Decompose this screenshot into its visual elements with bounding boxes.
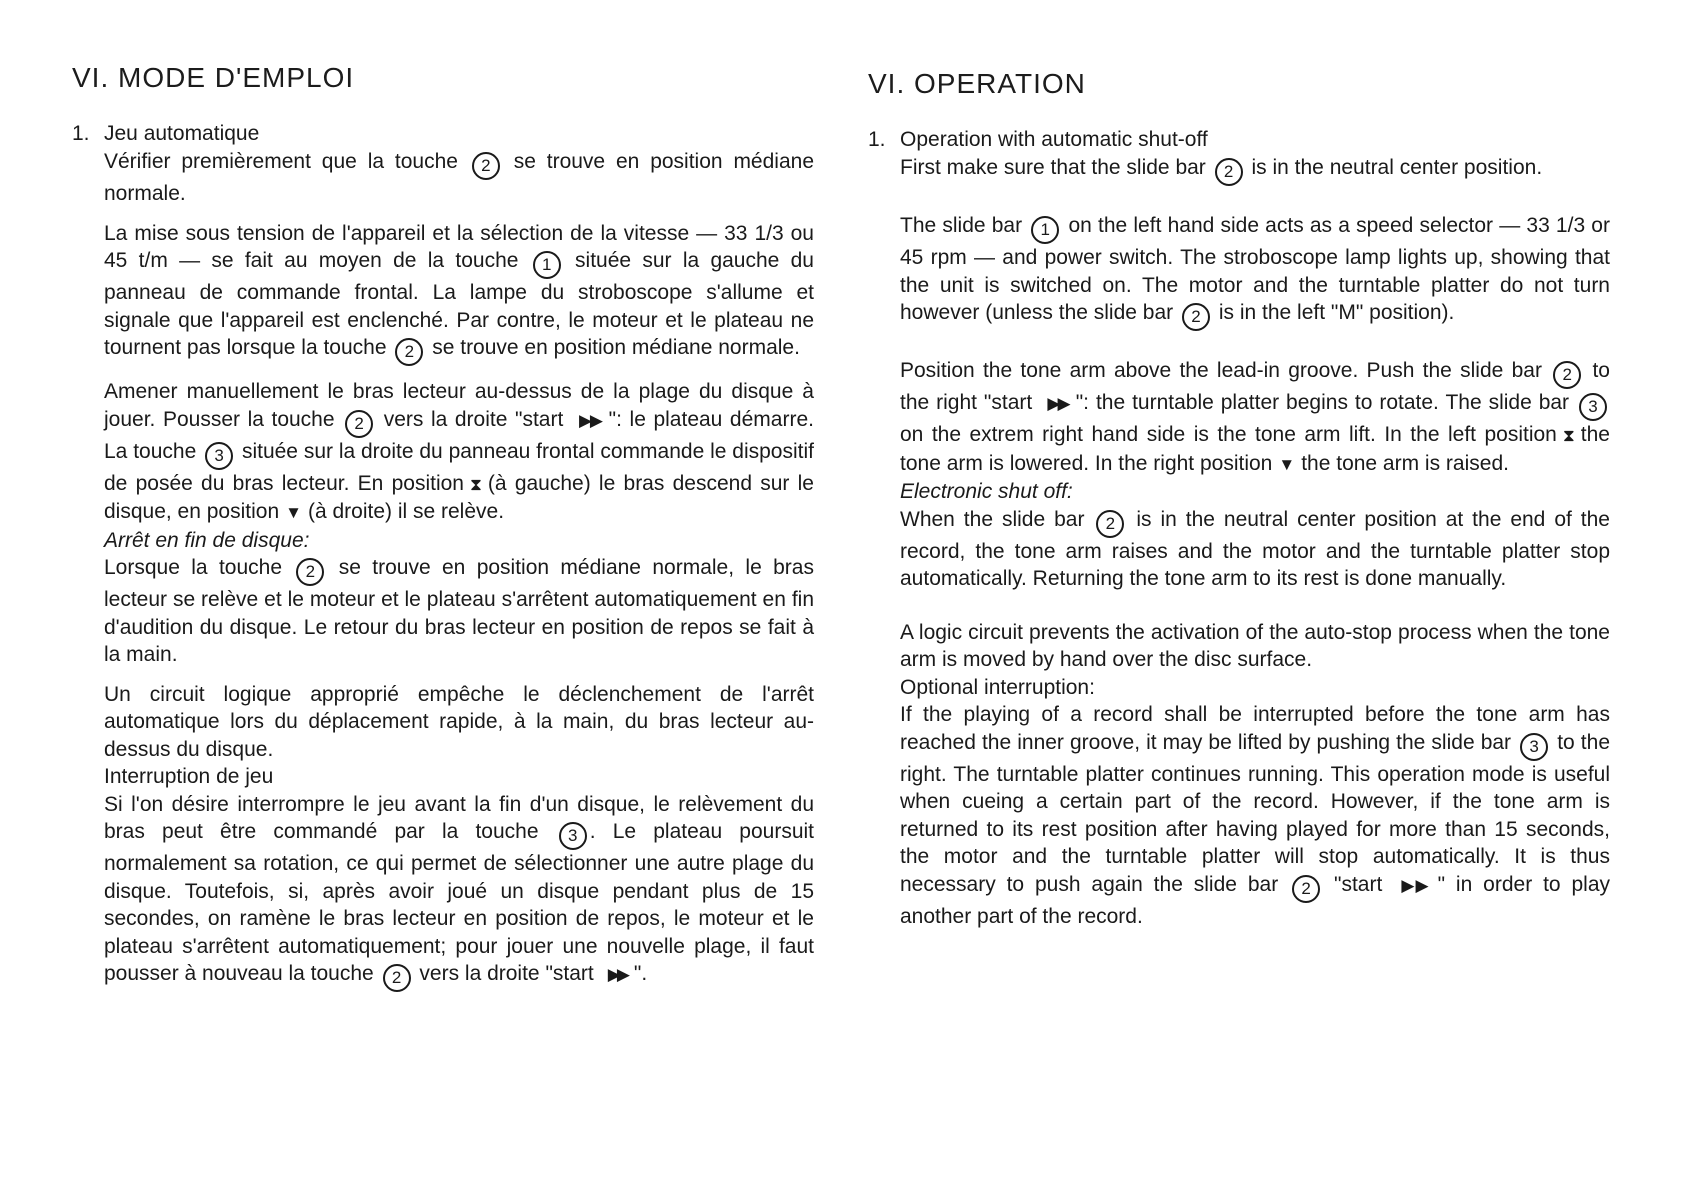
text-run: to the right "start <box>900 359 1610 414</box>
fr-section-title: VI. MODE D'EMPLOI <box>72 62 355 93</box>
en-subheading-shut-off: Electronic shut off: <box>900 480 1073 503</box>
en-paragraph-3 <box>900 357 1610 478</box>
text-run: Amener manuellement le bras lecteur au-dessus de la plage du disque à jouer. Pousser la touche <box>104 380 814 431</box>
fr-subsection-heading <box>72 120 814 148</box>
text-run: Si l'on désire interrompre le jeu avant la fin d'un disque, le relèvement du bras peut être commandé par la touche <box>104 792 814 843</box>
text-run: se trouve en position médiane normale, le bras lecteur se relève et le moteur et le plateau s'arrêtent automatiquement en fin d'audition du disque. Le retour du bras lecteur en position de repos se fait à la main. <box>104 556 814 666</box>
fr-paragraph-1 <box>104 148 814 208</box>
circled-number-2: 2 <box>395 338 423 366</box>
en-paragraph-2 <box>900 212 1610 331</box>
text-run: is in the neutral center position at the end of the record, the tone arm raises and the motor and the turntable platter stop automatically. Returning the tone arm to its rest is done manually. <box>900 507 1610 590</box>
circled-number-1: 1 <box>533 251 561 279</box>
en-subsection-heading <box>868 126 1610 154</box>
en-section-title: VI. OPERATION <box>868 68 1086 99</box>
text-run: . Le plateau poursuit normalement sa rotation, ce qui permet de sélectionner une autre plage du disque. Toutefois, si, après avoir joué un disque pendant plus de 15 secondes, on ramène le bras lecteur en position de repos, le moteur et le plateau s'arrêtent automatiquement; pour jouer une nouvelle plage, il faut pousser à nouveau la touche <box>104 820 814 985</box>
text-run: ": the turntable platter begins to rotate. The slide bar <box>1075 391 1570 414</box>
circled-number-2: 2 <box>472 152 500 180</box>
circled-number-2: 2 <box>1182 303 1210 331</box>
fr-paragraph-6 <box>104 791 814 993</box>
fr-paragraph-5: Un circuit logique approprié empêche le déclenchement de l'arrêt automatique lors du déplacement rapide, à la main, du bras lecteur au-dessus du disque. <box>104 682 814 761</box>
text-run: "start <box>1333 872 1383 896</box>
fr-subsection-number: 1. <box>72 122 90 145</box>
play-arrows-icon: ▶▶ <box>577 410 601 430</box>
text-run: The slide bar <box>900 214 1023 237</box>
en-body <box>900 154 1610 930</box>
fr-subsection-title: Jeu automatique <box>104 122 260 145</box>
text-run: vers la droite "start <box>383 407 564 431</box>
text-run: " in order to play another part of the record. <box>900 872 1610 928</box>
text-run: First make sure that the slide bar <box>900 156 1206 179</box>
text-run: située sur la droite du panneau frontal commande le dispositif de posée du bras lecteur. En position <box>104 439 814 495</box>
text-run: the tone arm is lowered. In the right position <box>900 423 1610 475</box>
text-run: When the slide bar <box>900 507 1085 531</box>
fr-subheading-interruption: Interruption de jeu <box>104 765 274 788</box>
text-run: se trouve en position médiane normale. <box>104 150 814 205</box>
fr-paragraph-2 <box>104 220 814 367</box>
en-subsection-number: 1. <box>868 128 886 151</box>
text-run: on the extrem right hand side is the tone arm lift. In the left position <box>900 423 1557 446</box>
text-run: Lorsque la touche <box>104 556 282 579</box>
text-run: If the playing of a record shall be interrupted before the tone arm has reached the inner groove, it may be lifted by pushing the slide bar <box>900 703 1610 754</box>
en-paragraph-4 <box>900 506 1610 593</box>
en-subheading-interruption: Optional interruption: <box>900 675 1095 699</box>
text-run: vers la droite "start <box>419 962 594 985</box>
arm-raise-icon: ▼ <box>1278 454 1296 474</box>
text-run: the tone arm is raised. <box>1301 451 1509 475</box>
text-run: is in the neutral center position. <box>1251 156 1543 179</box>
en-paragraph-5: A logic circuit prevents the activation of the auto-stop process when the tone arm is moved by hand over the disc surface. <box>900 620 1610 671</box>
text-run: Position the tone arm above the lead-in groove. Push the slide bar <box>900 359 1542 382</box>
text-run: ": le plateau démarre. La touche <box>104 407 814 463</box>
text-run: is in the left "M" position). <box>1218 301 1455 324</box>
arm-raise-icon: ▼ <box>285 503 302 522</box>
english-column <box>868 62 1610 930</box>
circled-number-2: 2 <box>1096 510 1124 538</box>
circled-number-2: 2 <box>345 410 373 438</box>
play-arrows-icon: ▶▶ <box>1396 875 1430 895</box>
play-arrows-icon: ▶▶ <box>1046 394 1068 413</box>
en-subsection-title: Operation with automatic shut-off <box>900 128 1208 151</box>
circled-number-2: 2 <box>1215 158 1243 186</box>
text-run: située sur la gauche du panneau de commande frontal. La lampe du stroboscope s'allume et signale que l'appareil est enclenché. Par contre, le moteur et le plateau ne tournent pas lorsque la touche <box>104 249 814 359</box>
circled-number-3: 3 <box>559 822 587 850</box>
text-run: La mise sous tension de l'appareil et la sélection de la vitesse — 33 1/3 ou 45 t/m — se fait au moyen de la touche <box>104 221 814 272</box>
circled-number-3: 3 <box>205 442 233 470</box>
en-paragraph-1 <box>900 154 1610 186</box>
play-arrows-icon: ▶▶ <box>607 965 626 984</box>
fr-body <box>104 148 814 992</box>
circled-number-2: 2 <box>296 558 324 586</box>
circled-number-2: 2 <box>1553 361 1581 389</box>
arm-lower-icon: ⧗ <box>469 474 482 494</box>
circled-number-3: 3 <box>1579 393 1607 421</box>
circled-number-2: 2 <box>383 964 411 992</box>
french-column <box>72 62 814 992</box>
circled-number-2: 2 <box>1292 875 1320 903</box>
circled-number-1: 1 <box>1031 216 1059 244</box>
circled-number-3: 3 <box>1520 733 1548 761</box>
en-paragraph-6 <box>900 701 1610 930</box>
fr-paragraph-4 <box>104 554 814 669</box>
text-run: Vérifier premièrement que la touche <box>104 150 458 173</box>
text-run: ". <box>633 962 648 985</box>
text-run: on the left hand side acts as a speed selector — 33 1/3 or 45 rpm — and power switch. The stroboscope lamp lights up, showing that the unit is switched on. The motor and the turntable platter do not turn however (unless the slide bar <box>900 214 1610 324</box>
text-run: (à gauche) le bras descend sur le disque, en position <box>104 471 814 523</box>
text-run: to the right. The turntable platter continues running. This operation mode is useful when cueing a certain part of the record. However, if the tone arm is returned to its rest position after having played for more than 15 seconds, the motor and the turntable platter will stop automatically. It is thus necessary to push again the slide bar <box>900 730 1610 896</box>
arm-lower-icon: ⧗ <box>1562 426 1575 445</box>
fr-subheading-auto-stop: Arrêt en fin de disque: <box>104 528 310 552</box>
text-run: (à droite) il se relève. <box>307 500 505 523</box>
text-run: se trouve en position médiane normale. <box>432 336 800 359</box>
fr-paragraph-3 <box>104 378 814 527</box>
